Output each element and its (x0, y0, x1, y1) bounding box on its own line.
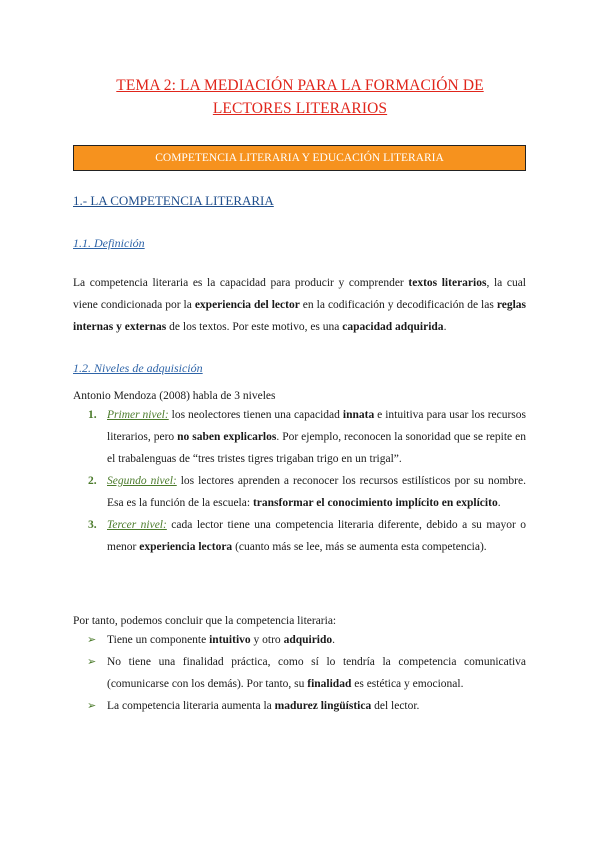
list-item (73, 514, 526, 558)
bullet-bold-text: finalidad (307, 678, 352, 690)
section-heading: 1.- LA COMPETENCIA LITERARIA (73, 193, 274, 208)
arrow-bullet-icon: ➢ (87, 656, 97, 668)
levels-intro: Antonio Mendoza (2008) habla de 3 niveles (73, 390, 276, 402)
conclusion-intro: Por tanto, podemos concluir que la competencia literaria: (73, 615, 337, 627)
level-bold-text: experiencia lectora (139, 541, 233, 553)
bullet-text: La competencia literaria aumenta la (107, 700, 275, 712)
bullet-text: y otro (250, 634, 284, 646)
section-banner-label: COMPETENCIA LITERARIA Y EDUCACIÓN LITERARIA (155, 152, 444, 164)
list-number: 3. (88, 519, 97, 531)
level-label: Segundo nivel: (107, 475, 177, 487)
subsection-heading-definition: 1.1. Definición (73, 236, 145, 250)
conclusion-list (73, 629, 526, 717)
level-text: . (497, 497, 501, 509)
list-item (73, 470, 526, 514)
list-item (73, 695, 526, 717)
arrow-bullet-icon: ➢ (87, 634, 97, 646)
definition-text: . (443, 321, 447, 333)
level-label: Tercer nivel: (107, 519, 167, 531)
bullet-bold-text: adquirido (283, 634, 333, 646)
level-label: Primer nivel: (107, 409, 169, 421)
section-banner (73, 145, 526, 171)
list-item (73, 629, 526, 651)
levels-list (73, 404, 526, 558)
level-text: e intuitiva para usar los recursos literarios, pero (107, 409, 527, 443)
bullet-text: es estética y emocional. (351, 678, 464, 690)
definition-text: La competencia literaria es la capacidad para producir y comprender (73, 277, 409, 289)
level-bold-text: no saben explicarlos (177, 431, 277, 443)
bullet-bold-text: intuitivo (209, 634, 251, 646)
definition-text: de los textos. Por este motivo, es una (166, 321, 343, 333)
definition-bold-text: reglas internas y externas (73, 299, 526, 333)
list-number: 2. (88, 475, 97, 487)
arrow-bullet-icon: ➢ (87, 700, 97, 712)
list-item (73, 651, 526, 695)
level-text: (cuanto más se lee, más se aumenta esta competencia). (232, 541, 487, 553)
definition-bold-text: textos literarios (408, 277, 487, 289)
bullet-bold-text: madurez lingüística (274, 700, 372, 712)
subsection-heading-levels: 1.2. Niveles de adquisición (73, 361, 203, 375)
level-text: los lectores aprenden a reconocer los recursos estilísticos por su nombre. Esa es la función de la escuela: (107, 475, 526, 509)
level-text: . Por ejemplo, reconocen la sonoridad que se repite en el trabalenguas de “tres tristes tigres trigaban trigo en un trigal”. (107, 431, 526, 465)
bullet-text: del lector. (371, 700, 420, 712)
definition-paragraph (73, 272, 526, 338)
document-title-line-2: LECTORES LITERARIOS (212, 100, 388, 117)
level-bold-text: transformar el conocimiento implícito en explícito (252, 497, 498, 509)
document-title-line-1: TEMA 2: LA MEDIACIÓN PARA LA FORMACIÓN DE (116, 77, 484, 94)
level-bold-text: innata (342, 409, 375, 421)
definition-text: , la cual viene condicionada por la (73, 277, 527, 311)
level-text: los neolectores tienen una capacidad (168, 409, 343, 421)
bullet-text: . (332, 634, 336, 646)
level-text: cada lector tiene una competencia literaria diferente, debido a su mayor o menor (107, 519, 526, 553)
definition-bold-text: capacidad adquirida (342, 321, 444, 333)
list-number: 1. (88, 409, 97, 421)
bullet-text: Tiene un componente (107, 634, 210, 646)
list-item (73, 404, 526, 470)
definition-text: en la codificación y decodificación de las (299, 299, 497, 311)
definition-bold-text: experiencia del lector (194, 299, 300, 311)
bullet-text: No tiene una finalidad práctica, como sí lo tendría la competencia comunicativa (comunicarse con los demás). Por tanto, su (107, 656, 526, 690)
